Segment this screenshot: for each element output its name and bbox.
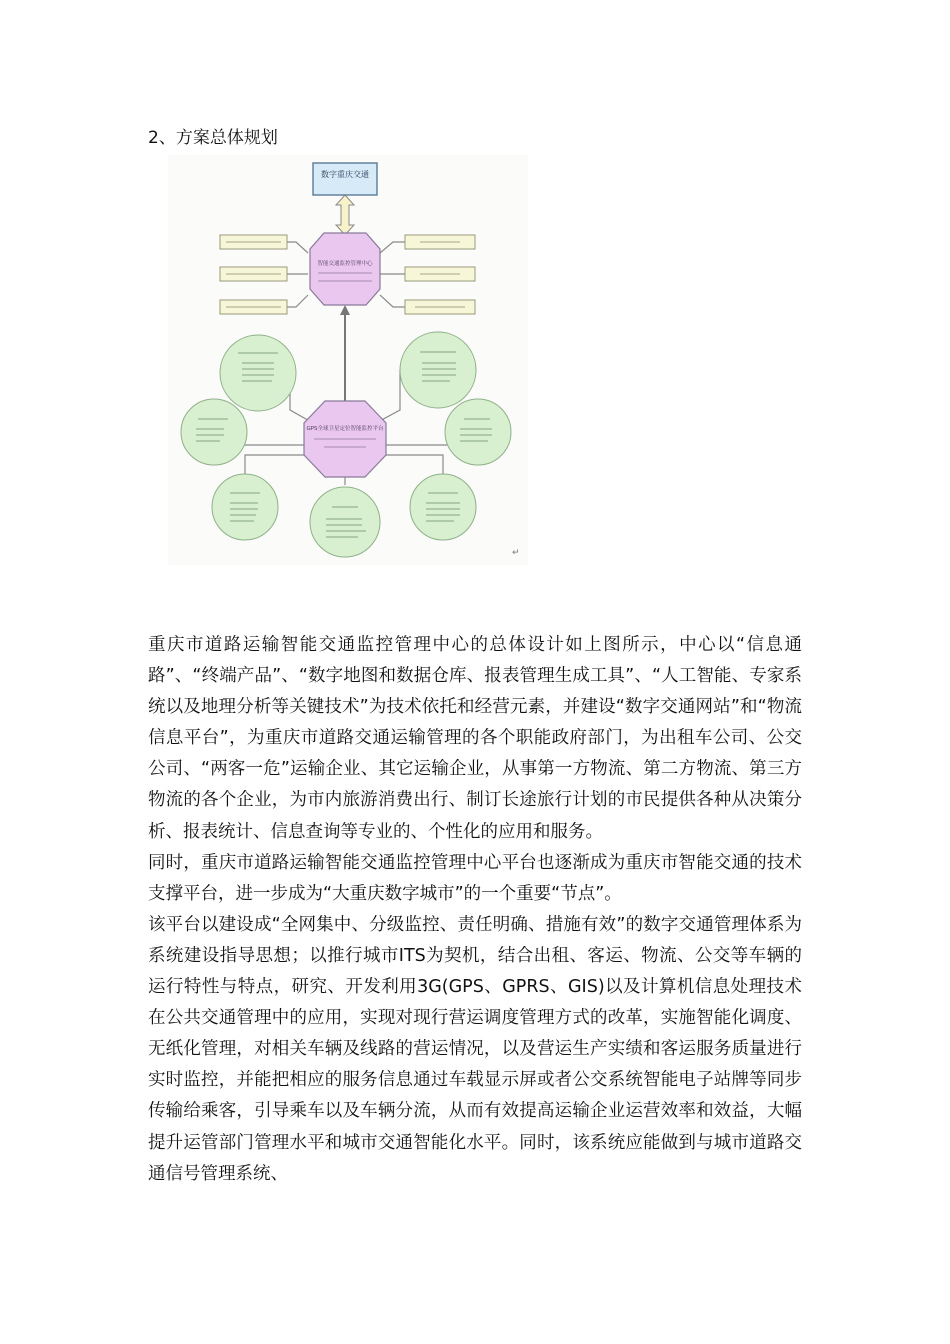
circle-middle-left [181,399,247,465]
paragraph-2: 同时，重庆市道路运输智能交通监控管理中心平台也逐渐成为重庆市智能交通的技术支撑平台，进一步成为“大重庆数字城市”的一个重要“节点”。 [148,852,802,904]
body-text [148,630,802,1190]
circle-lower-right [410,474,476,540]
circle-upper-left [220,335,296,411]
diagram-svg [168,155,528,565]
section-heading: 2、方案总体规划 [148,128,278,148]
top-box [313,163,377,195]
upper-hub-octagon [310,233,380,305]
paragraph-mark: ↵ [512,548,520,558]
circle-upper-right [400,332,476,408]
top-box-label: 数字重庆交通 [321,170,369,179]
circle-lower-left [212,474,278,540]
circle-lower-center [310,487,380,557]
system-architecture-diagram [168,155,528,565]
left-boxes [220,235,287,314]
double-arrow-middle [340,305,350,411]
circle-middle-right [445,399,511,465]
lower-hub-label: GPS全球卫星定位智能监控平台 [306,426,384,432]
double-arrow-top [336,195,354,235]
paragraph-3: 该平台以建设成“全网集中、分级监控、责任明确、措施有效”的数字交通管理体系为系统建设指导思想；以推行城市ITS为契机，结合出租、客运、物流、公交等车辆的运行特性与特点，研究、开发利用3G(GPS、GPRS、GIS)以及计算机信息处理技术在公共交通管理中的应用，实现对现行营运调度管理方式的改革，实施智能化调度、无纸化管理，对相关车辆及线路的营运情况，以及营运生产实绩和客运服务质量进行实时监控，并能把相应的服务信息通过车载显示屏或者公交系统智能电子站牌等同步传输给乘客，引导乘车以及车辆分流，从而有效提高运输企业运营效率和效益，大幅提升运管部门管理水平和城市交通智能化水平。同时，该系统应能做到与城市道路交通信号管理系统、 [148,914,802,1184]
upper-hub-label: 智能交通监控管理中心 [317,261,373,267]
paragraph-1: 重庆市道路运输智能交通监控管理中心的总体设计如上图所示，中心以“信息通路”、“终端产品”、“数字地图和数据仓库、报表管理生成工具”、“人工智能、专家系统以及地理分析等关键技术”为技术依托和经营元素，并建设“数字交通网站”和“物流信息平台”，为重庆市道路交通运输管理的各个职能政府部门，为出租车公司、公交公司、“两客一危”运输企业、其它运输企业，从事第一方物流、第二方物流、第三方物流的各个企业，为市内旅游消费出行、制订长途旅行计划的市民提供各种从决策分析、报表统计、信息查询等专业的、个性化的应用和服务。 [148,635,802,842]
right-boxes [405,235,475,314]
